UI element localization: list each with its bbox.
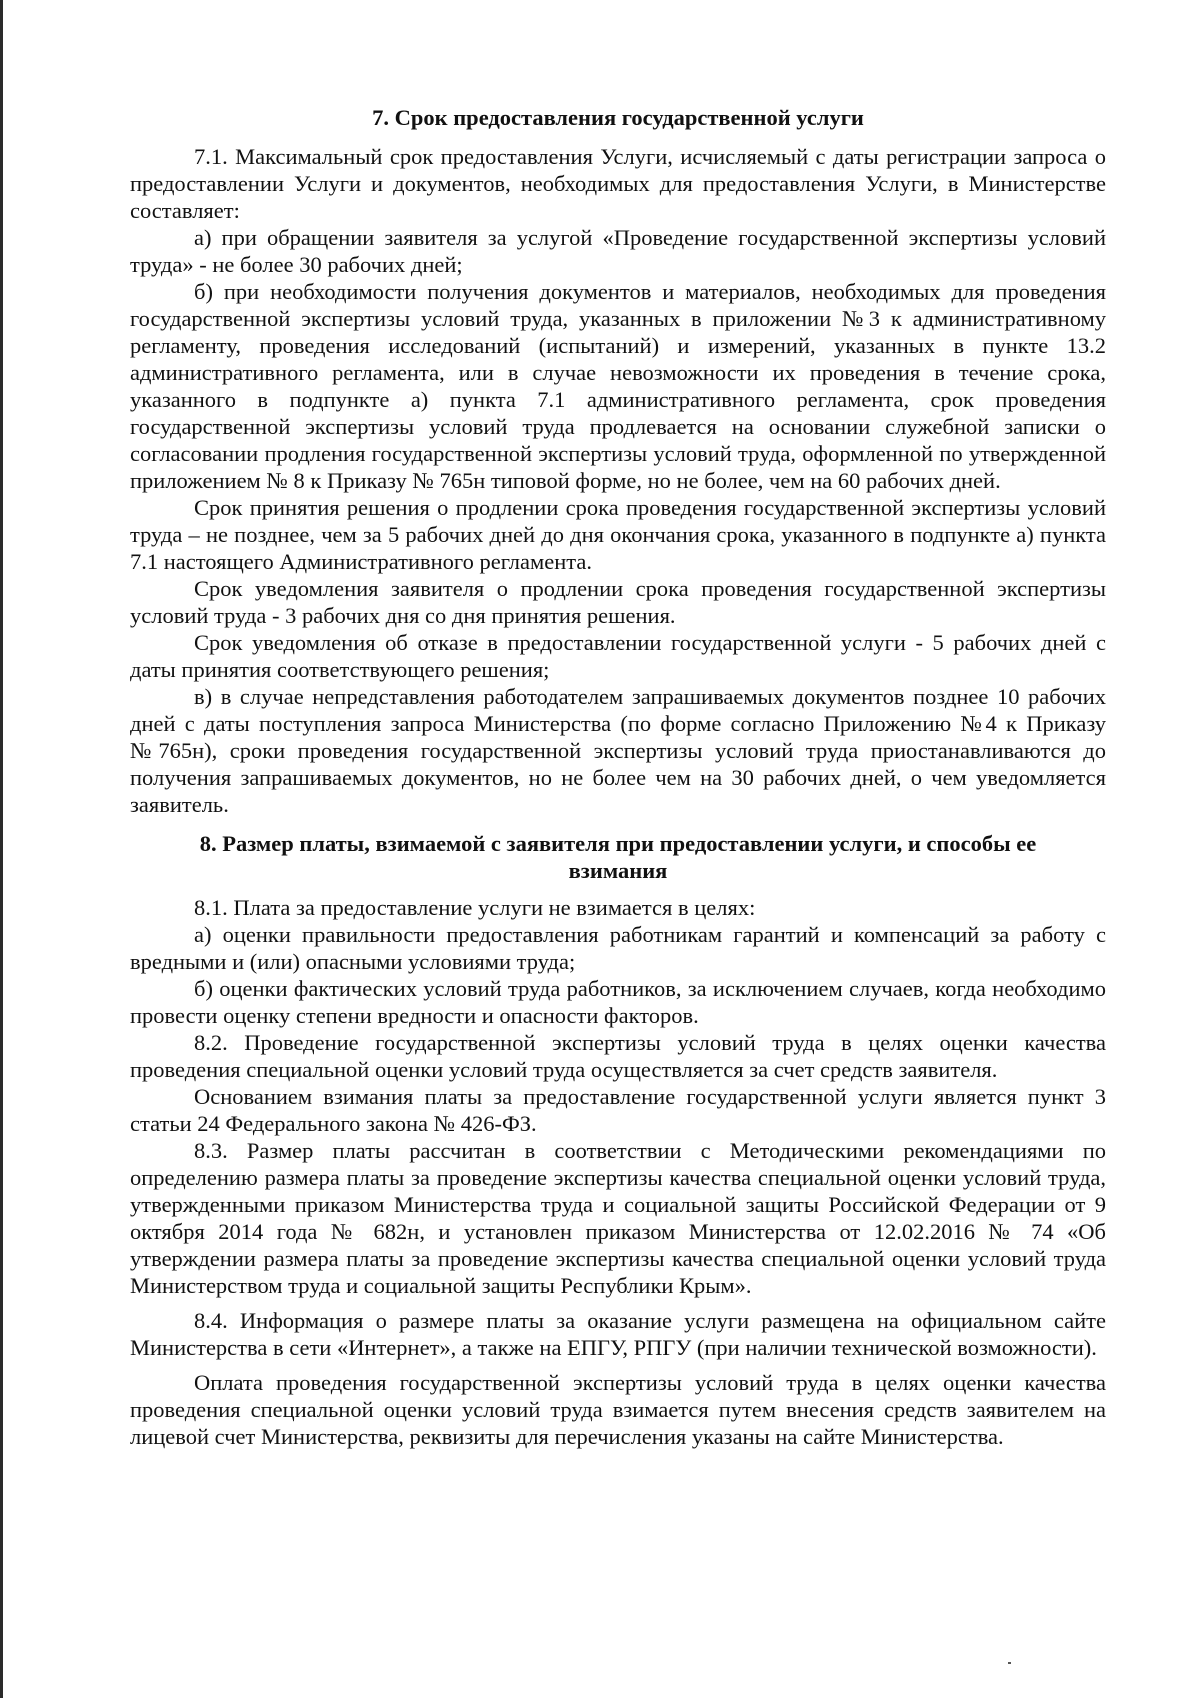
paragraph-payment-basis: Основанием взимания платы за предоставление государственной услуги является пункт 3 статьи 24 Федерального закона № 426-ФЗ.	[130, 1084, 1106, 1136]
paragraph-refusal-notice: Срок уведомления об отказе в предоставлении государственной услуги - 5 рабочих дней с даты принятия соответствующего решения;	[130, 630, 1106, 682]
paragraph-8-1-a: а) оценки правильности предоставления работникам гарантий и компенсаций за работу с вредными и (или) опасными условиями труда;	[130, 922, 1106, 974]
paragraph-8-1-b: б) оценки фактических условий труда работников, за исключением случаев, когда необходимо провести оценку степени вредности и опасности факторов.	[130, 976, 1106, 1028]
paragraph-8-2: 8.2. Проведение государственной экспертизы условий труда в целях оценки качества проведения специальной оценки условий труда осуществляется за счет средств заявителя.	[130, 1030, 1106, 1082]
scan-left-edge	[0, 0, 3, 1698]
paragraph-7-1-b: б) при необходимости получения документов и материалов, необходимых для проведения государственной экспертизы условий труда, указанных в приложении №3 к административному регламенту, проведения исследований (испытаний) и измерений, указанных в пункте 13.2 административного регламента, или в случае невозможности их проведения в течение срока, указанного в подпункте а) пункта 7.1 административного регламента, срок проведения государственной экспертизы условий труда продлевается на основании служебной записки о согласовании продления государственной экспертизы условий труда, оформленной по утвержденной приложением № 8 к Приказу № 765н типовой форме, но не более, чем на 60 рабочих дней.	[130, 279, 1106, 493]
section-7-title: 7. Срок предоставления государственной услуги	[372, 105, 864, 130]
paragraph-7-1-a: а) при обращении заявителя за услугой «Проведение государственной экспертизы условий труда» - не более 30 рабочих дней;	[130, 225, 1106, 277]
paragraph-payment-method: Оплата проведения государственной экспертизы условий труда в целях оценки качества проведения специальной оценки условий труда взимается путем внесения средств заявителем на лицевой счет Министерства, реквизиты для перечисления указаны на сайте Министерства.	[130, 1370, 1106, 1449]
scan-speck	[1008, 1662, 1011, 1664]
paragraph-8-1: 8.1. Плата за предоставление услуги не взимается в целях:	[194, 895, 756, 920]
document-body	[130, 104, 1106, 1450]
paragraph-8-3: 8.3. Размер платы рассчитан в соответствии с Методическими рекомендациями по определению размера платы за проведение экспертизы качества специальной оценки условий труда, утвержденными приказом Министерства труда и социальной защиты Российской Федерации от 9 октября 2014 года № 682н, и установлен приказом Министерства от 12.02.2016 № 74 «Об утверждении размера платы за проведение экспертизы качества специальной оценки условий труда Министерством труда и социальной защиты Республики Крым».	[130, 1138, 1106, 1298]
paragraph-7-1: 7.1. Максимальный срок предоставления Услуги, исчисляемый с даты регистрации запроса о предоставлении Услуги и документов, необходимых для предоставления Услуги, в Министерстве составляет:	[130, 144, 1106, 223]
paragraph-8-4: 8.4. Информация о размере платы за оказание услуги размещена на официальном сайте Министерства в сети «Интернет», а также на ЕПГУ, РПГУ (при наличии технической возможности).	[130, 1308, 1106, 1360]
section-8-title: 8. Размер платы, взимаемой с заявителя при предоставлении услуги, и способы ее взимания	[199, 831, 1037, 883]
paragraph-7-1-v: в) в случае непредставления работодателем запрашиваемых документов позднее 10 рабочих дней с даты поступления запроса Министерства (по форме согласно Приложению №4 к Приказу №765н), сроки проведения государственной экспертизы условий труда приостанавливаются до получения запрашиваемых документов, но не более чем на 30 рабочих дней, о чем уведомляется заявитель.	[130, 684, 1106, 817]
paragraph-extension-decision: Срок принятия решения о продлении срока проведения государственной экспертизы условий труда – не позднее, чем за 5 рабочих дней до дня окончания срока, указанного в подпункте а) пункта 7.1 настоящего Административного регламента.	[130, 495, 1106, 574]
paragraph-extension-notice: Срок уведомления заявителя о продлении срока проведения государственной экспертизы условий труда - 3 рабочих дня со дня принятия решения.	[130, 576, 1106, 628]
